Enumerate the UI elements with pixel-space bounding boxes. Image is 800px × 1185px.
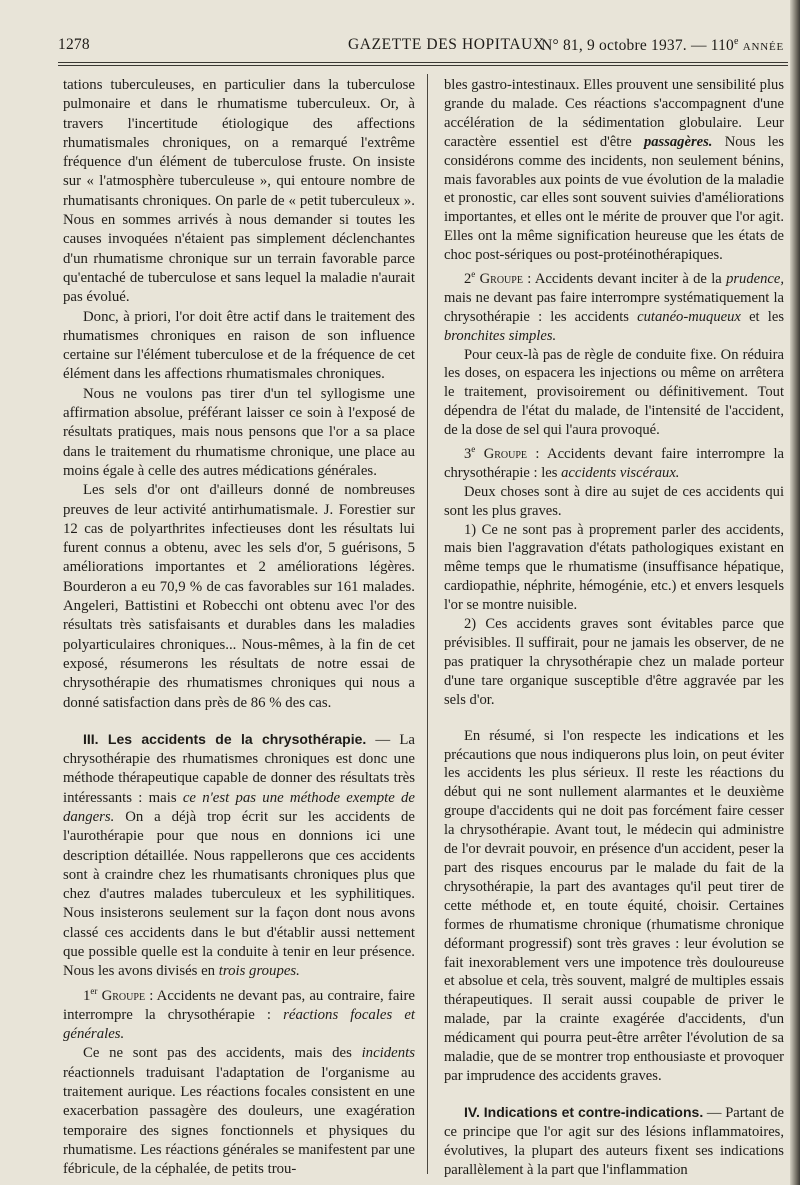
running-header	[58, 36, 784, 58]
group-number: 2	[464, 270, 472, 287]
journal-title: GAZETTE DES HOPITAUX	[348, 36, 545, 53]
paragraph: Deux choses sont à dire au sujet de ces accidents qui sont les plus graves.	[444, 483, 784, 519]
page-edge-shadow	[790, 0, 800, 1185]
page-number: 1278	[58, 36, 90, 53]
paragraph	[444, 76, 784, 265]
text-run: Nous les considérons comme des incidents, non seulement bénins, mais favorables aux points de vue évolution de la maladie et pronostic, car elles sont souvent suivies d'améliorations importantes, et elles ont le mérite de prouver que l'or agit. Elles ont la même signification heureuse que les états de choc post-sériques ou post-protéinothérapiques.	[444, 133, 784, 264]
issue-sup: e	[734, 36, 739, 47]
emphasis: cutanéo-muqueux	[637, 308, 741, 325]
emphasis: prudence,	[726, 270, 785, 287]
ordinal-sup: er	[90, 985, 98, 996]
text-run: et les	[740, 308, 784, 325]
text-run: : Accidents devant inciter à de la	[522, 270, 727, 287]
paragraph: Donc, à priori, l'or doit être actif dans le traitement des rhumatismes chroniques en raison de son influence certaine sur l'élément tuberculose et de la fréquence de cet élément dans les affections rhumatismales chroniques.	[63, 308, 415, 383]
text-run: : Accidents devant faire interrompre la chrysothérapie : les	[444, 445, 784, 481]
text-run: On a déjà trop écrit sur les accidents de l'aurothérapie pour que nous en donnions ici une description détaillée. Nous rappellerons que ces accidents sont à craindre chez les rhumatisants chroniques plus que chez d'autres malades tuberculeux et les syphilitiques. Nous insisterons seulement sur la façon dont nous avons classé ces accidents dans le but d'établir aussi nettement que possible quelle est la conduite à tenir en leur présence. Nous les avons divisés en	[63, 808, 415, 980]
emphasis: réactions focales et générales.	[63, 1006, 416, 1043]
emphasis: bronchites simples.	[444, 327, 557, 344]
column-divider	[427, 74, 428, 1174]
paragraph: Pour ceux-là pas de règle de conduite fixe. On réduira les doses, on espacera les injections ou même on arrêtera le traitement, provisoirement ou définitivement. Tout dépendra de l'état du malade, de l'intensité de l'accident, de la dose de sel qui l'aura provoqué.	[444, 346, 784, 439]
group-paragraph	[444, 265, 784, 345]
header-rule-top	[58, 62, 788, 63]
group-paragraph	[444, 440, 784, 483]
group-label: Groupe	[479, 270, 523, 287]
text-run: Ce ne sont pas des accidents, mais des	[83, 1045, 362, 1062]
emphasis: incidents	[361, 1045, 415, 1062]
paragraph	[63, 1044, 415, 1179]
group-label: Groupe	[483, 445, 528, 462]
section-paragraph	[63, 730, 415, 982]
section-heading: III. Les accidents de la chrysothérapie.	[83, 730, 367, 747]
section-heading: IV. Indications et contre-indications.	[464, 1103, 704, 1120]
text-run: mais ne devant pas faire interrompre systématiquement la chrysothérapie : les accidents	[444, 289, 784, 325]
paragraph: 1) Ce ne sont pas à proprement parler des accidents, mais bien l'aggravation d'états pathologiques existant en même temps que le rhumatisme (insuffisance hépatique, cardiopathie, néphrite, hémogénie, etc.) et envers lesquels l'or se montre nuisible.	[444, 521, 784, 614]
paragraph: Les sels d'or ont d'ailleurs donné de nombreuses preuves de leur activité antirhumatismale. J. Forestier sur 12 cas de polyarthrites infectieuses dont les résultats lui furent connus a obtenu, avec les sels d'or, 5 guérisons, 5 améliorations importantes et 2 améliorations légères. Bourderon a eu 70,9 % de cas favorables sur 161 malades. Angeleri, Battistini et Robecchi ont obtenu avec l'or des résultats très satisfaisants et durables dans les maladies polyarticulaires chroniques... Nous-mêmes, à la fin de cet exposé, résumerons les résultats de notre essai de chrysothérapie des rhumatismes chroniques qui nous a donné satisfaction dans près de 86 % des cas.	[63, 482, 415, 711]
emphasis: trois groupes.	[218, 963, 300, 980]
text-run: bles gastro-intestinaux. Elles prouvent une sensibilité plus grande du malade. Ces réactions s'accompagnent d'une accélération de la sédimentation globulaire. Leur caractère essentiel est d'être	[444, 77, 784, 150]
text-run: : Accidents ne devant pas, au contraire, faire interrompre la chrysothérapie :	[63, 987, 415, 1023]
emphasis: passagères.	[643, 133, 713, 150]
left-column	[63, 76, 415, 1180]
issue-info	[541, 36, 784, 55]
emphasis: ce n'est pas une méthode exempte de dangers.	[63, 789, 415, 825]
header-rule-bottom	[58, 65, 788, 66]
group-paragraph	[63, 982, 415, 1045]
paragraph: 2) Ces accidents graves sont évitables parce que prévisibles. Il suffirait, pour ne jamais les observer, de ne pas pratiquer la chrysothérapie chez un malade porteur d'une tare organique susceptible d'être aggravée par les sels d'or.	[444, 616, 784, 708]
right-column	[444, 76, 784, 1179]
paragraph: En résumé, si l'on respecte les indications et les précautions que nous indiquerons plus loin, on peut éviter les accidents les plus sérieux. Il reste les réactions du début qui ne sont nullement alarmantes et le deuxième groupe d'accidents qui ne doit pas forcément faire cesser la chrysothérapie. Avant tout, le médecin qui administre de l'or devrait pouvoir, en présence d'un accident, peser la part des risques encourus par le malade du fait de la chrysothérapie, la part des avantages qu'il peut tirer de cette méthode et, en toute équité, choisir. Certaines formes de rhumatisme chronique (rhumatisme chronique déformant progressif) sont très graves : leur évolution se fait inexorablement vers une impotence très douloureuse et absolue et cela, très souvent, malgré de multiples essais thérapeutiques. Il serait aussi coupable de priver le malade, par la crainte exagérée d'accidents, d'un médicament qui pourra peut-être arrêter l'évolution de sa maladie, que de se montrer trop enthousiaste et provoquer par imprudence des accidents graves.	[444, 727, 784, 1084]
text-run: — Partant de ce principe que l'or agit sur des lésions inflammatoires, évolutives, la plupart des auteurs fixent ses indications parallèlement à la part que l'inflammation	[444, 1104, 784, 1178]
section-paragraph	[444, 1103, 784, 1180]
emphasis: accidents viscéraux.	[561, 464, 680, 481]
issue-tail: ANNÉE	[742, 41, 784, 54]
paragraph: tations tuberculeuses, en particulier dans la tuberculose pulmonaire et dans le rhumatisme tuberculeux. Or, à travers l'incertitude étiologique des affections rhumatismales chroniques, on a remarqué l'extrême fréquence d'un élément de tuberculose fruste. On insiste sur « l'atmosphère tuberculeuse », qui entoure nombre de rhumatisants chroniques. On parle de « petit tuberculeux ». Nous en sommes arrivés à nous demander si toutes les causes invoquées n'étaient pas simplement déclenchantes d'un rhumatisme chronique sur un terrain favorable parce qu'entaché de tuberculose et sans lequel la maladie n'aurait pas évolué.	[63, 77, 415, 306]
ordinal-sup: e	[471, 444, 476, 455]
group-number: 1	[83, 987, 91, 1004]
paragraph: Nous ne voulons pas tirer d'un tel syllogisme une affirmation absolue, préférant laisser ce soin à l'exposé de résultats pratiques, mais nous pensons que l'or a sa place dans le traitement du rhumatisme chronique, une place au moins égale à celle des autres médications générales.	[63, 385, 415, 479]
text-run: réactionnels traduisant l'adaptation de l'organisme au traitement aurique. Les réactions focales consistent en une exacerbation passagère des douleurs, une exagération temporaire des signes fonctionnels et physiques du rhumatisme. Les réactions générales se manifestent par une fébricule, de la céphalée, de petits trou-	[63, 1064, 415, 1178]
group-label: Groupe	[101, 987, 146, 1004]
ordinal-sup: e	[471, 269, 476, 280]
issue-text: N° 81, 9 octobre 1937. — 110	[541, 37, 734, 55]
group-number: 3	[464, 445, 472, 462]
text-run: — La chrysothérapie des rhumatismes chroniques est donc une méthode thérapeutique capable de donner des résultats très intéressants : mais	[63, 731, 415, 806]
